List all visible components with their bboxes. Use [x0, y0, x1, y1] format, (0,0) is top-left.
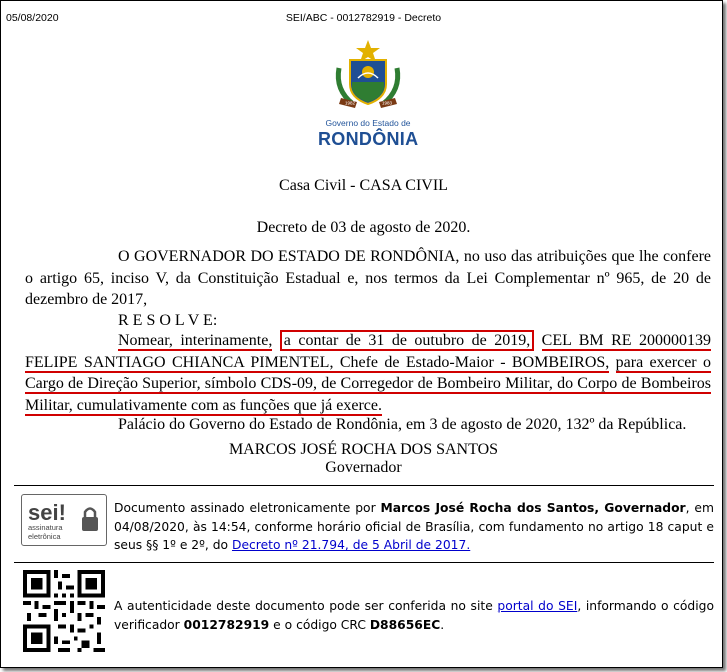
sei-seal-icon	[22, 495, 106, 545]
signer-name: MARCOS JOSÉ ROCHA DOS SANTOS	[228, 441, 499, 458]
resolution-body	[25, 330, 711, 416]
decree-link[interactable]: Decreto nº 21.794, de 5 Abril de 2017.	[231, 538, 471, 552]
qr-code-icon	[23, 570, 105, 652]
logo-subtitle: Governo do Estado de	[325, 118, 411, 128]
nomear-text: Nomear, interinamente,	[118, 332, 273, 349]
state-logo	[318, 38, 418, 150]
signature-text: Documento assinado eletronicamente por Marcos José Rocha dos Santos, Governador, em 04/08/2020, às 14:54, conforme horário oficial de Brasília, com fundamento no artigo 18 caput e seus §§ 1º e 2º, do Decreto nº 21.794, de 5 Abril de 2017.	[114, 501, 714, 552]
banner-year-right: 1983	[382, 100, 393, 106]
closing-statement: Palácio do Governo do Estado de Rondônia, em 3 de agosto de 2020, 132º da República.	[118, 416, 687, 433]
appointment-purpose: para exercer o	[615, 353, 711, 371]
position-description: Cargo de Direção Superior, símbolo CDS-09, de Corregedor de Bombeiro Militar, do Corpo de Bombeiros	[25, 375, 711, 392]
preamble-line-2: o artigo 65, inciso V, da Constituição Estadual e, nos termos da Lei Complementar nº 965, de 20 de	[25, 269, 711, 287]
crc-code: D88656EC	[369, 617, 441, 632]
decree-title: Decreto de 03 de agosto de 2020.	[256, 219, 471, 236]
document-id-header: SEI/ABC - 0012782919 - Decreto	[285, 12, 442, 24]
signature-signer: Marcos José Rocha dos Santos, Governador	[380, 501, 686, 515]
logo-title: RONDÔNIA	[318, 129, 419, 149]
officer-name-role: FELIPE SANTIAGO CHIANCA PIMENTEL, Chefe de Estado-Maior - BOMBEIROS,	[25, 353, 610, 371]
seal-text: sei!	[28, 500, 66, 525]
department-title: Casa Civil - CASA CIVIL	[279, 177, 448, 194]
qr-code	[23, 570, 105, 652]
signer-role: Governador	[325, 459, 402, 476]
officer-id: CEL BM RE 200000139	[541, 332, 712, 349]
divider-top	[14, 485, 714, 486]
resolve-heading: R E S O L V E:	[118, 312, 218, 329]
print-date: 05/08/2020	[6, 12, 59, 24]
effective-date-highlight: a contar de 31 de outubro de 2019,	[280, 330, 534, 351]
coat-of-arms-icon	[325, 38, 411, 114]
verification-code: 0012782919	[183, 617, 270, 632]
sei-signature-seal	[21, 494, 107, 546]
preamble	[25, 246, 711, 311]
seal-sub-1: assinatura	[28, 523, 63, 532]
sei-portal-link[interactable]: portal do SEI	[497, 599, 578, 613]
preamble-line-3: dezembro de 2017,	[25, 291, 148, 308]
seal-sub-2: eletrônica	[28, 532, 61, 541]
preamble-line-1: O GOVERNADOR DO ESTADO DE RONDÔNIA, no uso das atribuições que lhe confere	[118, 248, 711, 265]
position-cumulative: Militar, cumulativamente com as funções que já exerce.	[25, 396, 382, 414]
banner-year-left: 1982	[345, 100, 356, 106]
authenticity-text: A autenticidade deste documento pode ser conferida no site portal do SEI, informando o código verificador 0012782919 e o código CRC D88656EC.	[114, 599, 714, 632]
divider-bottom	[14, 562, 714, 563]
